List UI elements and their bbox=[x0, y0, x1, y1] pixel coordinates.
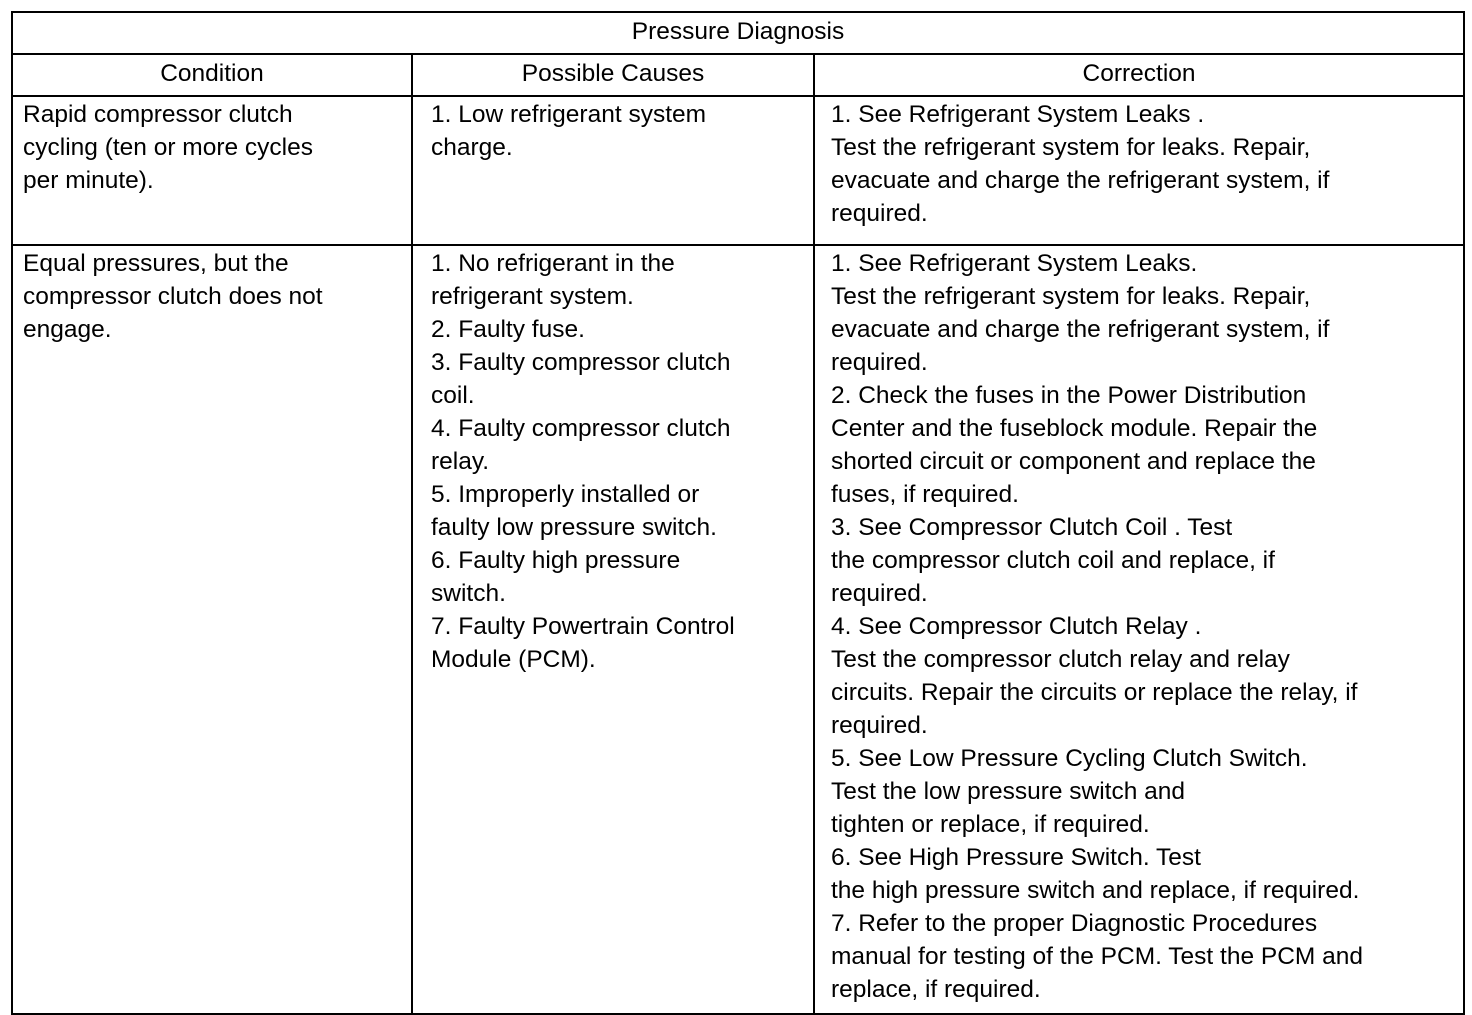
correction-line: evacuate and charge the refrigerant system, if bbox=[831, 316, 1330, 343]
correction-line: replace, if required. bbox=[831, 976, 1041, 1003]
cause-line: 4. Faulty compressor clutch bbox=[431, 415, 731, 442]
correction-line: the compressor clutch coil and replace, if bbox=[831, 547, 1275, 574]
condition-cell bbox=[12, 96, 412, 245]
correction-line: required. bbox=[831, 349, 928, 376]
correction-line: the high pressure switch and replace, if required. bbox=[831, 877, 1360, 904]
correction-line: 4. See Compressor Clutch Relay . bbox=[831, 613, 1202, 640]
cause-line: 5. Improperly installed or bbox=[431, 481, 700, 508]
correction-line: Test the refrigerant system for leaks. Repair, bbox=[831, 283, 1311, 310]
correction-cell bbox=[814, 96, 1464, 245]
title-row bbox=[12, 12, 1464, 54]
correction-line: Test the low pressure switch and bbox=[831, 778, 1186, 805]
condition-cell bbox=[12, 245, 412, 1014]
header-possible-causes: Possible Causes bbox=[412, 54, 814, 96]
table-title: Pressure Diagnosis bbox=[12, 12, 1464, 54]
causes-cell bbox=[412, 96, 814, 245]
cause-line: relay. bbox=[431, 448, 490, 475]
cause-line: 7. Faulty Powertrain Control bbox=[431, 613, 735, 640]
correction-line: circuits. Repair the circuits or replace the relay, if bbox=[831, 679, 1358, 706]
correction-line: manual for testing of the PCM. Test the PCM and bbox=[831, 943, 1364, 970]
condition-line: Equal pressures, but the bbox=[23, 250, 289, 277]
correction-line: 3. See Compressor Clutch Coil . Test bbox=[831, 514, 1233, 541]
cause-line: 6. Faulty high pressure bbox=[431, 547, 681, 574]
header-row bbox=[12, 54, 1464, 96]
correction-line: Test the refrigerant system for leaks. Repair, bbox=[831, 134, 1311, 161]
correction-line: 1. See Refrigerant System Leaks . bbox=[831, 101, 1205, 128]
correction-cell bbox=[814, 245, 1464, 1014]
condition-line: engage. bbox=[23, 316, 112, 343]
header-correction: Correction bbox=[814, 54, 1464, 96]
cause-line: 3. Faulty compressor clutch bbox=[431, 349, 731, 376]
table-row bbox=[12, 245, 1464, 1014]
condition-line: per minute). bbox=[23, 167, 154, 194]
correction-line: required. bbox=[831, 712, 928, 739]
condition-line: Rapid compressor clutch bbox=[23, 101, 293, 128]
correction-line: 5. See Low Pressure Cycling Clutch Switch. bbox=[831, 745, 1308, 772]
cause-line: switch. bbox=[431, 580, 506, 607]
cause-line: 2. Faulty fuse. bbox=[431, 316, 585, 343]
header-condition: Condition bbox=[12, 54, 412, 96]
cause-line: coil. bbox=[431, 382, 475, 409]
correction-line: Center and the fuseblock module. Repair the bbox=[831, 415, 1318, 442]
causes-cell bbox=[412, 245, 814, 1014]
pressure-diagnosis-table bbox=[11, 11, 1465, 1015]
correction-line: 6. See High Pressure Switch. Test bbox=[831, 844, 1201, 871]
correction-line: evacuate and charge the refrigerant system, if bbox=[831, 167, 1330, 194]
correction-line: fuses, if required. bbox=[831, 481, 1019, 508]
correction-line: required. bbox=[831, 200, 928, 227]
cause-line: Module (PCM). bbox=[431, 646, 596, 673]
condition-line: compressor clutch does not bbox=[23, 283, 323, 310]
cause-line: 1. Low refrigerant system bbox=[431, 101, 707, 128]
correction-line: 7. Refer to the proper Diagnostic Procedures bbox=[831, 910, 1318, 937]
correction-line: 1. See Refrigerant System Leaks. bbox=[831, 250, 1198, 277]
correction-line: required. bbox=[831, 580, 928, 607]
correction-line: shorted circuit or component and replace the bbox=[831, 448, 1316, 475]
condition-line: cycling (ten or more cycles bbox=[23, 134, 314, 161]
cause-line: 1. No refrigerant in the bbox=[431, 250, 675, 277]
correction-line: tighten or replace, if required. bbox=[831, 811, 1150, 838]
cause-line: charge. bbox=[431, 134, 513, 161]
correction-line: Test the compressor clutch relay and relay bbox=[831, 646, 1290, 673]
table-row bbox=[12, 96, 1464, 245]
cause-line: refrigerant system. bbox=[431, 283, 634, 310]
correction-line: 2. Check the fuses in the Power Distribution bbox=[831, 382, 1307, 409]
cause-line: faulty low pressure switch. bbox=[431, 514, 717, 541]
